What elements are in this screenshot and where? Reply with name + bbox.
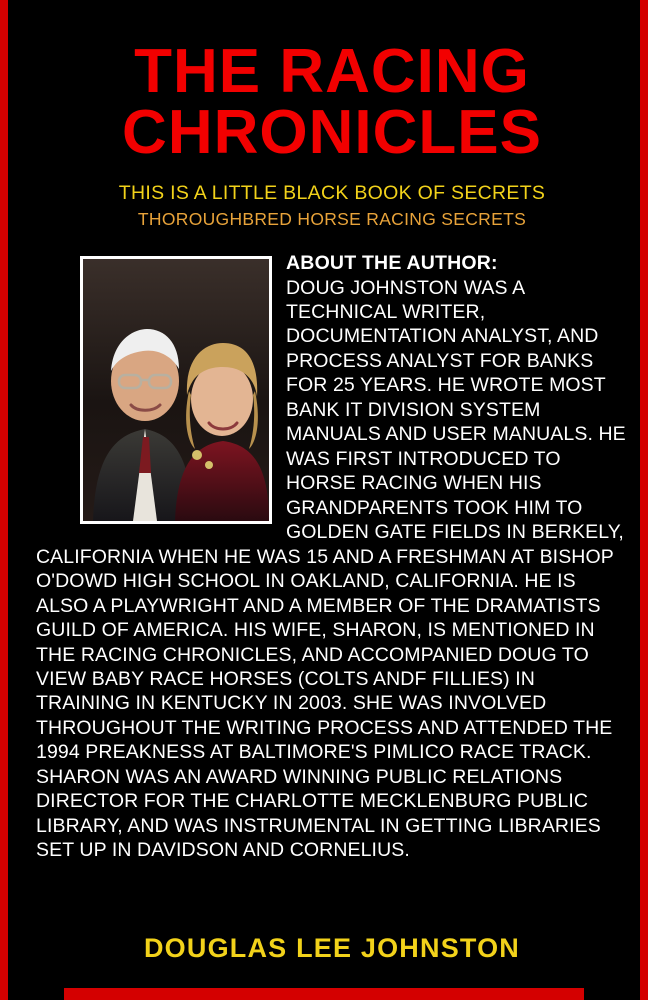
title-line-1: THE RACING: [134, 37, 530, 106]
bottom-accent-bar: [64, 988, 584, 1000]
about-heading: ABOUT THE AUTHOR:: [286, 251, 498, 274]
subtitle-primary: THIS IS A LITTLE BLACK BOOK OF SECRETS: [118, 181, 546, 204]
page-title: [36, 0, 628, 167]
author-name: DOUGLAS LEE JOHNSTON: [143, 933, 521, 963]
title-line-2: CHRONICLES: [122, 97, 542, 167]
subtitle-secondary: THOROUGHBRED HORSE RACING SECRETS: [137, 208, 527, 229]
author-photo: [80, 256, 272, 524]
author-photo-image: [83, 259, 269, 521]
about-body-text: DOUG JOHNSTON WAS A TECHNICAL WRITER, DOCUMENTATION ANALYST, AND PROCESS ANALYST FOR BANKS FOR 25 YEARS. HE WROTE MOST BANK IT DIVISION SYSTEM MANUALS AND USER MANUALS. HE WAS FIRST INTRODUCED TO HORSE RACING WHEN HIS GRANDPARENTS TOOK HIM TO GOLDEN GATE FIELDS IN BERKELY, CALIFORNIA WHEN HE WAS 15 AND A FRESHMAN AT BISHOP O'DOWD HIGH SCHOOL IN OAKLAND, CALIFORNIA. HE IS ALSO A PLAYWRIGHT AND A MEMBER OF THE DRAMATISTS GUILD OF AMERICA. HIS WIFE, SHARON, IS MENTIONED IN THE RACING CHRONICLES, AND ACCOMPANIED DOUG TO VIEW BABY RACE HORSES (COLTS ANDF FILLIES) IN TRAINING IN KENTUCKY IN 2003. SHE WAS INVOLVED THROUGHOUT THE WRITING PROCESS AND ATTENDED THE 1994 PREAKNESS AT BALTIMORE'S PIMLICO RACE TRACK. SHARON WAS AN AWARD WINNING PUBLIC RELATIONS DIRECTOR FOR THE CHARLOTTE MECKLENBURG PUBLIC LIBRARY, AND WAS INSTRUMENTAL IN GETTING LIBRARIES SET UP IN DAVIDSON AND CORNELIUS.: [36, 276, 626, 862]
cover-inner: [8, 0, 648, 1000]
about-section: [36, 252, 628, 863]
